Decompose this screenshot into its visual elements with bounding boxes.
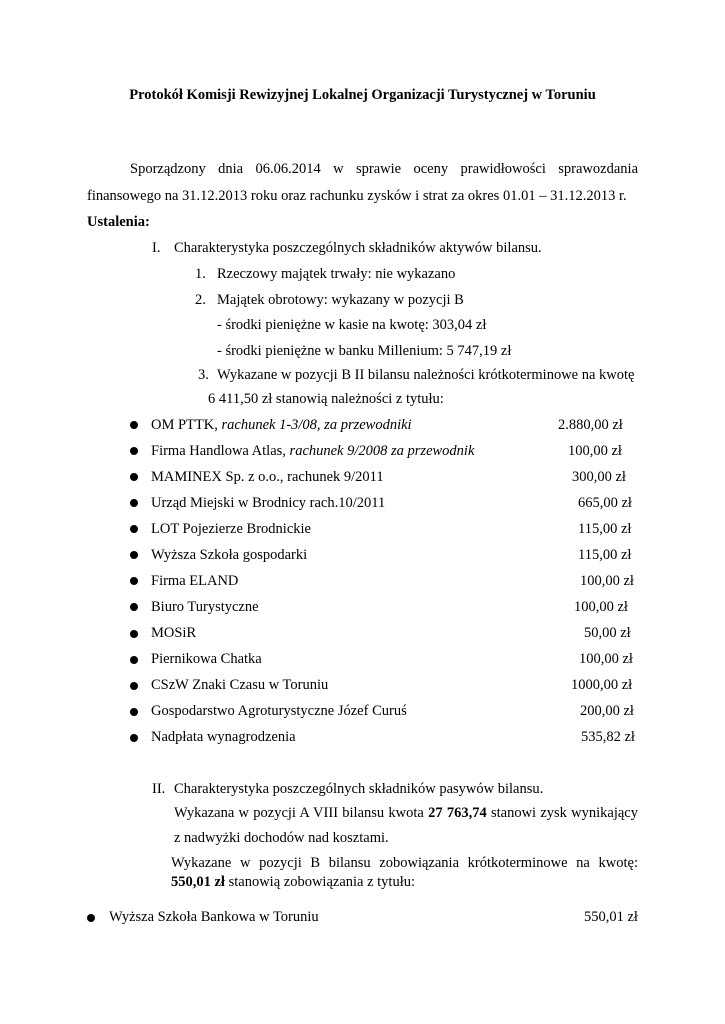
section2-p2-line2 xyxy=(171,875,415,890)
receivable-amount: 665,00 zł xyxy=(578,495,632,511)
document-title: Protokół Komisji Rewizyjnej Lokalnej Organizacji Turystycznej w Toruniu xyxy=(129,87,596,103)
section1-numeral: I. xyxy=(152,240,161,256)
bullet-icon xyxy=(130,525,138,533)
receivable-name-text: Firma Handlowa Atlas, xyxy=(151,443,290,459)
receivable-amount: 115,00 zł xyxy=(578,547,632,563)
section1-item3-line2: 6 411,50 zł stanowią należności z tytułu: xyxy=(208,391,444,407)
bullet-icon xyxy=(130,682,138,690)
section2-numeral: II. xyxy=(152,781,166,797)
section2-p2-amount: 550,01 zł xyxy=(171,874,225,890)
cash-register-line: - środki pieniężne w kasie na kwotę: 303,04 zł xyxy=(217,317,487,333)
section2-p1-line1 xyxy=(174,806,638,821)
section2-p1-before: Wykazana w pozycji A VIII bilansu kwota xyxy=(174,805,429,821)
receivable-name: Urząd Miejski w Brodnicy rach.10/2011 xyxy=(151,495,386,511)
receivable-name: Wyższa Szkoła gospodarki xyxy=(151,547,308,563)
receivable-detail: rachunek 1-3/08, za przewodniki xyxy=(221,417,412,433)
receivable-amount: 100,00 zł xyxy=(580,573,634,589)
section2-p1-amount: 27 763,74 xyxy=(428,805,487,821)
intro-line-2: finansowego na 31.12.2013 roku oraz rachunku zysków i strat za okres 01.01 – 31.12.2013 r. xyxy=(87,188,627,204)
bullet-icon xyxy=(130,603,138,611)
bullet-icon xyxy=(130,473,138,481)
receivable-name-text: OM PTTK, xyxy=(151,417,222,433)
cash-bank-line: - środki pieniężne w banku Millenium: 5 747,19 zł xyxy=(217,343,512,359)
section2-p1-after: stanowi zysk wynikający xyxy=(486,805,638,821)
receivable-name: Nadpłata wynagrodzenia xyxy=(151,729,296,745)
receivable-name xyxy=(151,418,412,433)
receivable-amount: 200,00 zł xyxy=(580,703,634,719)
receivable-name: MOSiR xyxy=(151,625,197,641)
bullet-icon xyxy=(130,447,138,455)
receivable-name: LOT Pojezierze Brodnickie xyxy=(151,521,311,537)
section2-heading: Charakterystyka poszczególnych składników pasywów bilansu. xyxy=(174,781,544,797)
bullet-icon xyxy=(130,734,138,742)
section1-item2-text: Majątek obrotowy: wykazany w pozycji B xyxy=(217,292,464,308)
receivable-name: Gospodarstwo Agroturystyczne Józef Curuś xyxy=(151,703,407,719)
section2-p1-line2: z nadwyżki dochodów nad kosztami. xyxy=(174,830,389,846)
receivable-name: CSzW Znaki Czasu w Toruniu xyxy=(151,677,329,693)
receivable-amount: 100,00 zł xyxy=(574,599,628,615)
receivable-name: Firma ELAND xyxy=(151,573,239,589)
section1-item2-num: 2. xyxy=(195,292,206,308)
receivable-name: MAMINEX Sp. z o.o., rachunek 9/2011 xyxy=(151,469,384,485)
receivable-amount: 100,00 zł xyxy=(579,651,633,667)
section1-item1-text: Rzeczowy majątek trwały: nie wykazano xyxy=(217,266,456,282)
receivable-amount: 115,00 zł xyxy=(578,521,632,537)
bullet-icon xyxy=(87,914,95,922)
liability-amount: 550,01 zł xyxy=(584,909,638,925)
receivable-name xyxy=(151,444,474,459)
intro-line-1: Sporządzony dnia 06.06.2014 w sprawie oceny prawidłowości sprawozdania xyxy=(130,161,638,177)
bullet-icon xyxy=(130,551,138,559)
bullet-icon xyxy=(130,421,138,429)
bullet-icon xyxy=(130,577,138,585)
receivable-name: Piernikowa Chatka xyxy=(151,651,262,667)
receivable-name: Biuro Turystyczne xyxy=(151,599,259,615)
bullet-icon xyxy=(130,499,138,507)
section1-item1-num: 1. xyxy=(195,266,206,282)
receivable-amount: 50,00 zł xyxy=(584,625,631,641)
bullet-icon xyxy=(130,656,138,664)
section2-p2-line1: Wykazane w pozycji B bilansu zobowiązania krótkoterminowe na kwotę: xyxy=(171,855,638,871)
bullet-icon xyxy=(130,630,138,638)
receivable-amount: 300,00 zł xyxy=(572,469,626,485)
section1-item3-num: 3. xyxy=(198,367,209,383)
bullet-icon xyxy=(130,708,138,716)
findings-label: Ustalenia: xyxy=(87,214,150,230)
receivable-amount: 1000,00 zł xyxy=(571,677,633,693)
receivable-detail: rachunek 9/2008 za przewodnik xyxy=(289,443,475,459)
section1-heading: Charakterystyka poszczególnych składników aktywów bilansu. xyxy=(174,240,542,256)
receivable-amount: 100,00 zł xyxy=(568,443,622,459)
section1-item3-line1: Wykazane w pozycji B II bilansu należności krótkoterminowe na kwotę xyxy=(217,367,635,383)
liability-name: Wyższa Szkoła Bankowa w Toruniu xyxy=(109,909,319,925)
receivable-amount: 2.880,00 zł xyxy=(558,417,623,433)
section2-p2-after: stanowią zobowiązania z tytułu: xyxy=(224,874,416,890)
receivable-amount: 535,82 zł xyxy=(581,729,635,745)
